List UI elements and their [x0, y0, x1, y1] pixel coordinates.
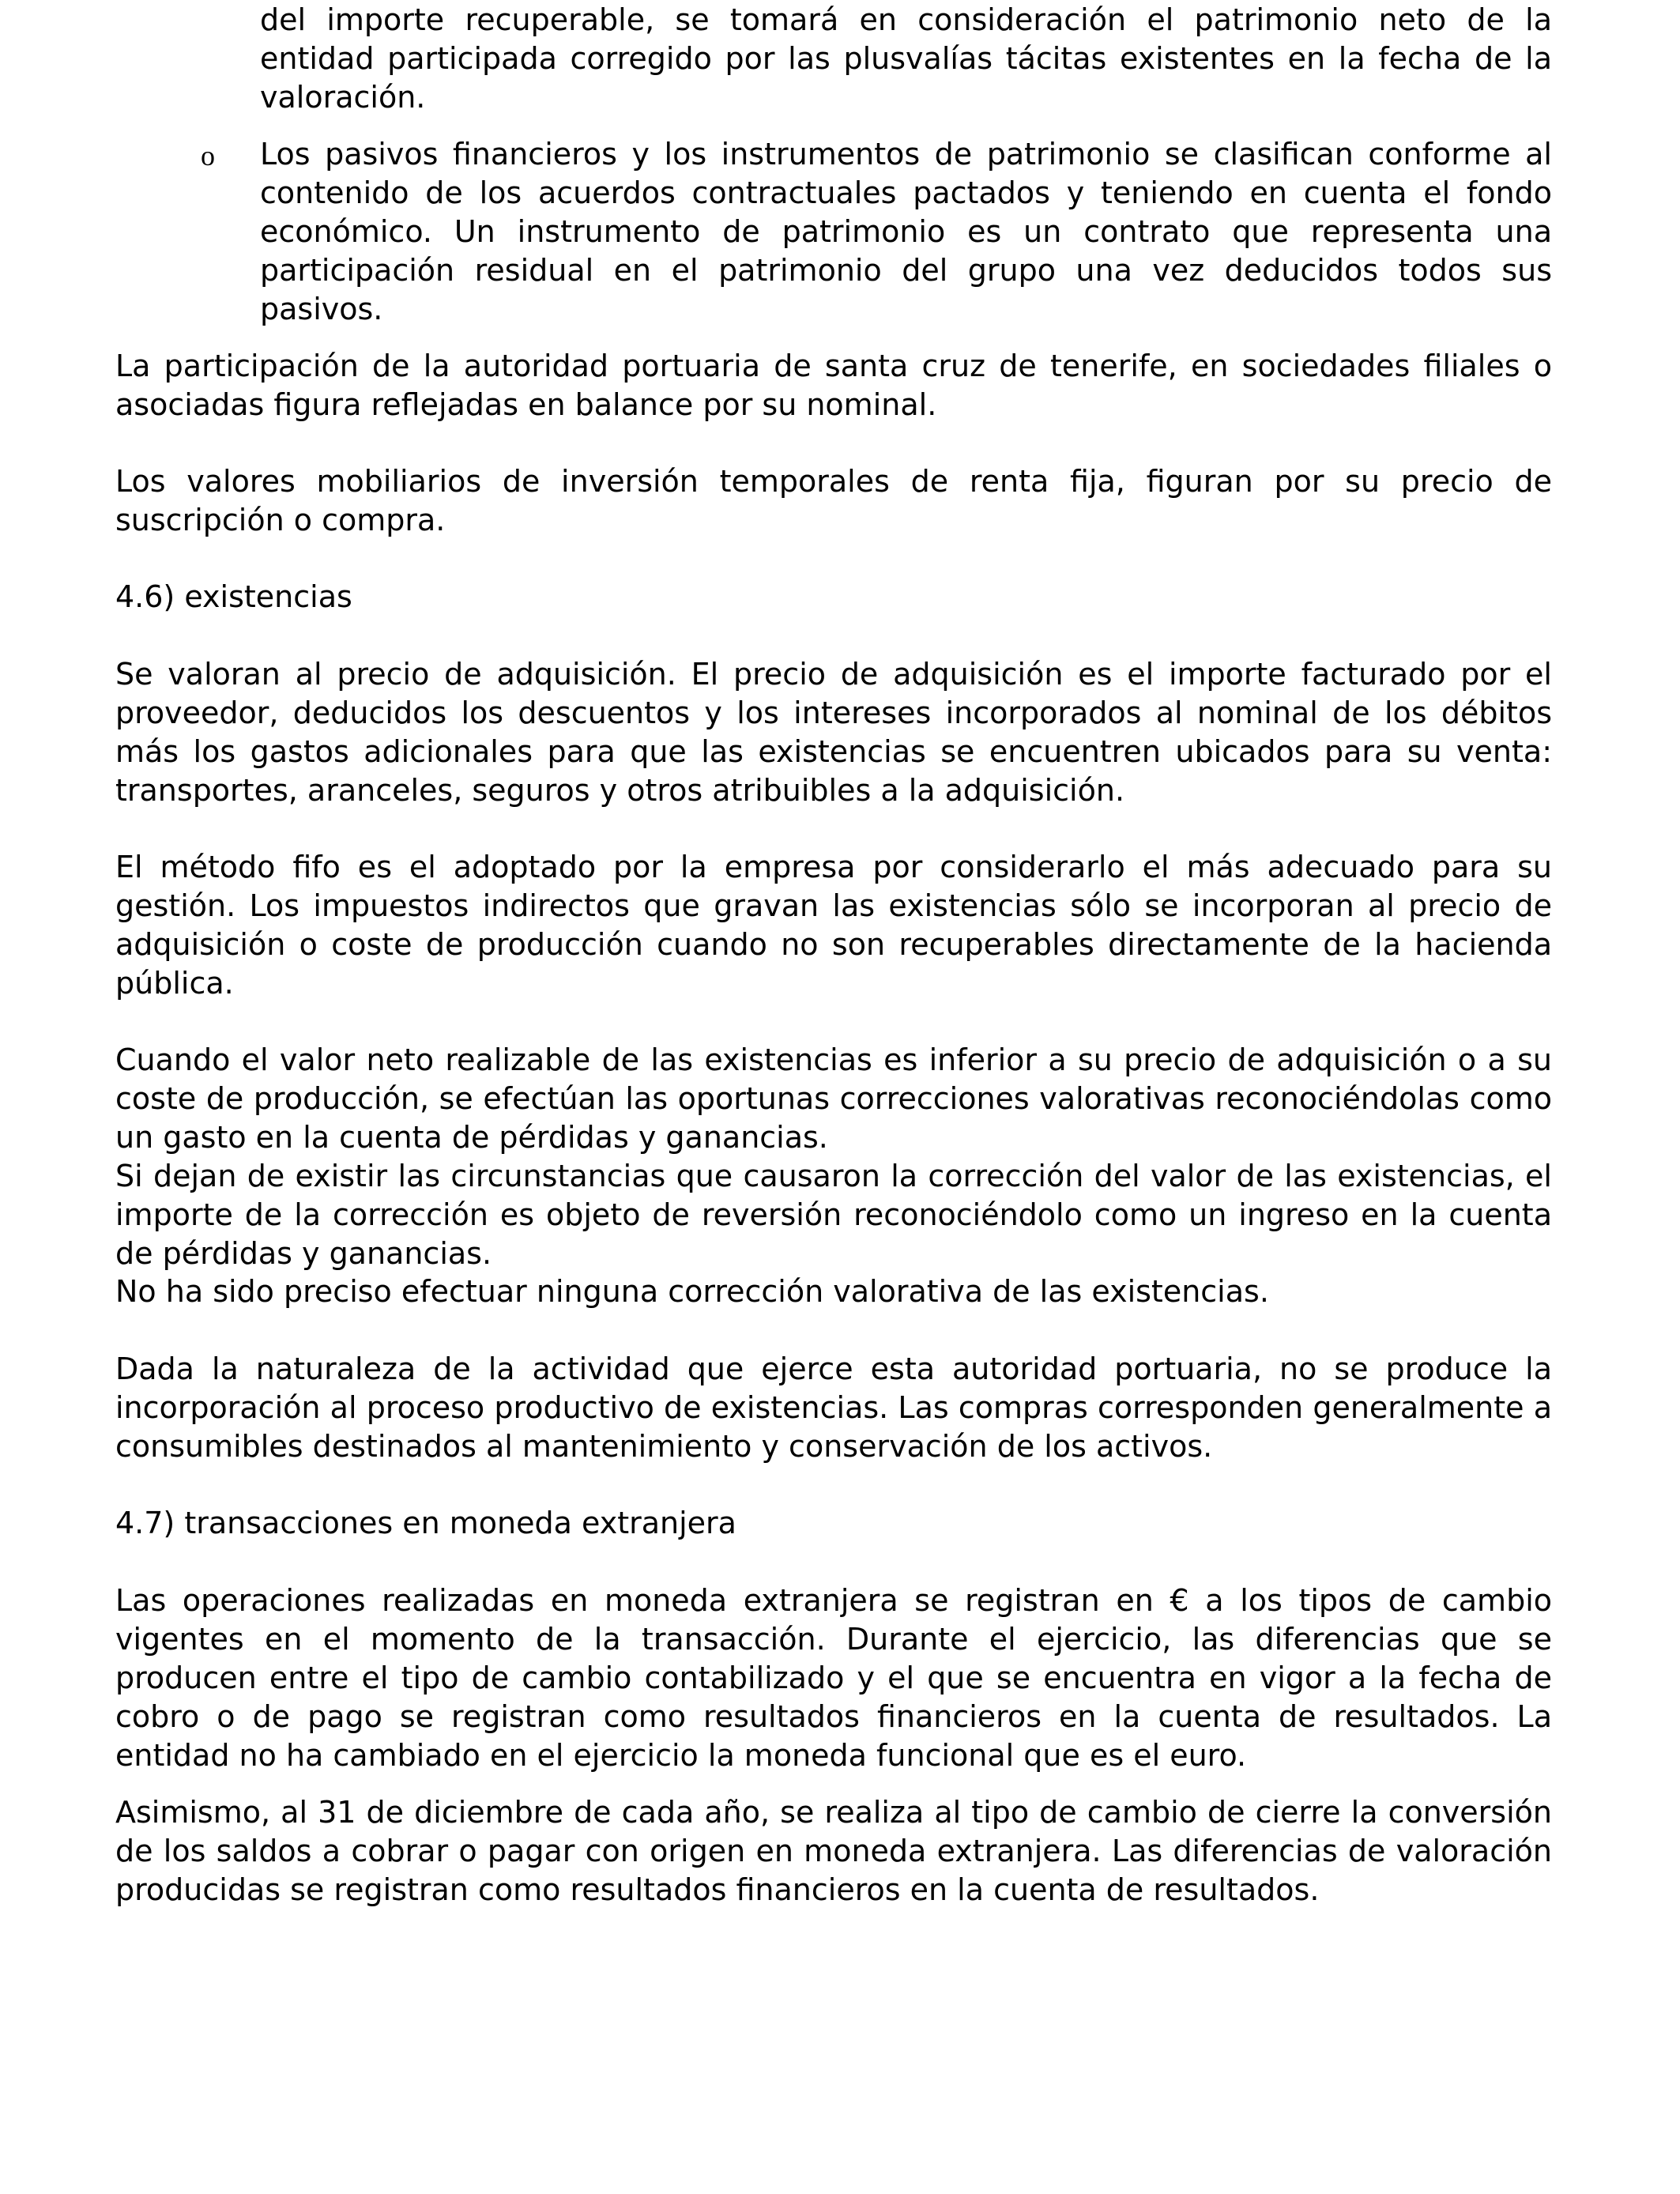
continuation-paragraph: del importe recuperable, se tomará en consideración el patrimonio neto de la entidad participada corregido por las plusvalías tácitas existentes en la fecha de la valoración. — [260, 2, 1552, 115]
paragraph-no-preciso: No ha sido preciso efectuar ninguna corrección valorativa de las existencias. — [115, 1274, 1269, 1309]
paragraph-operaciones: Las operaciones realizadas en moneda extranjera se registran en € a los tipos de cambio vigentes en el momento de la transacción. Durante el ejercicio, las diferencias que se producen entre el tipo de cambio contabilizado y el que se encuentra en vigor a la fecha de cobro o de pago se registran como resultados financieros en la cuenta de resultados. La entidad no ha cambiado en el ejercicio la moneda funcional que es el euro. — [115, 1583, 1552, 1773]
section-heading-existencias: 4.6) existencias — [115, 579, 352, 614]
paragraph-valor-neto: Cuando el valor neto realizable de las existencias es inferior a su precio de adquisición o a su coste de producción, se efectúan las oportunas correcciones valorativas reconociéndolas como un gasto en la cuenta de pérdidas y ganancias. — [115, 1042, 1552, 1155]
paragraph-asimismo: Asimismo, al 31 de diciembre de cada año, se realiza al tipo de cambio de cierre la conversión de los saldos a cobrar o pagar con origen en moneda extranjera. Las diferencias de valoración producidas se registran como resultados financieros en la cuenta de resultados. — [115, 1795, 1552, 1907]
paragraph-metodo-fifo: El método fifo es el adoptado por la empresa por considerarlo el más adecuado para su gestión. Los impuestos indirectos que gravan las existencias sólo se incorporan al precio de adquisición o coste de producción cuando no son recuperables directamente de la hacienda pública. — [115, 850, 1552, 1001]
section-heading-moneda-extranjera: 4.7) transacciones en moneda extranjera — [115, 1506, 736, 1540]
paragraph-valoran: Se valoran al precio de adquisición. El precio de adquisición es el importe facturado por el proveedor, deducidos los descuentos y los intereses incorporados al nominal de los débitos más los gastos adicionales para que las existencias se encuentren ubicados para su venta: transportes, aranceles, seguros y otros atribuibles a la adquisición. — [115, 657, 1552, 808]
paragraph-naturaleza: Dada la naturaleza de la actividad que ejerce esta autoridad portuaria, no se produce la incorporación al proceso productivo de existencias. Las compras corresponden generalmente a consumibles destinados al mantenimiento y conservación de los activos. — [115, 1351, 1552, 1464]
paragraph-valores-mobiliarios: Los valores mobiliarios de inversión temporales de renta fija, figuran por su precio de suscripción o compra. — [115, 464, 1552, 537]
bullet-marker: o — [201, 140, 215, 172]
paragraph-dejan-de-existir: Si dejan de existir las circunstancias que causaron la corrección del valor de las existencias, el importe de la corrección es objeto de reversión reconociéndolo como un ingreso en la cuenta de pérdidas y ganancias. — [115, 1159, 1552, 1271]
bullet-paragraph: Los pasivos financieros y los instrumentos de patrimonio se clasifican conforme al contenido de los acuerdos contractuales pactados y teniendo en cuenta el fondo económico. Un instrumento de patrimonio es un contrato que representa una participación residual en el patrimonio del grupo una vez deducidos todos sus pasivos. — [260, 137, 1552, 326]
paragraph-participacion: La participación de la autoridad portuaria de santa cruz de tenerife, en sociedades filiales o asociadas figura reflejadas en balance por su nominal. — [115, 349, 1552, 422]
